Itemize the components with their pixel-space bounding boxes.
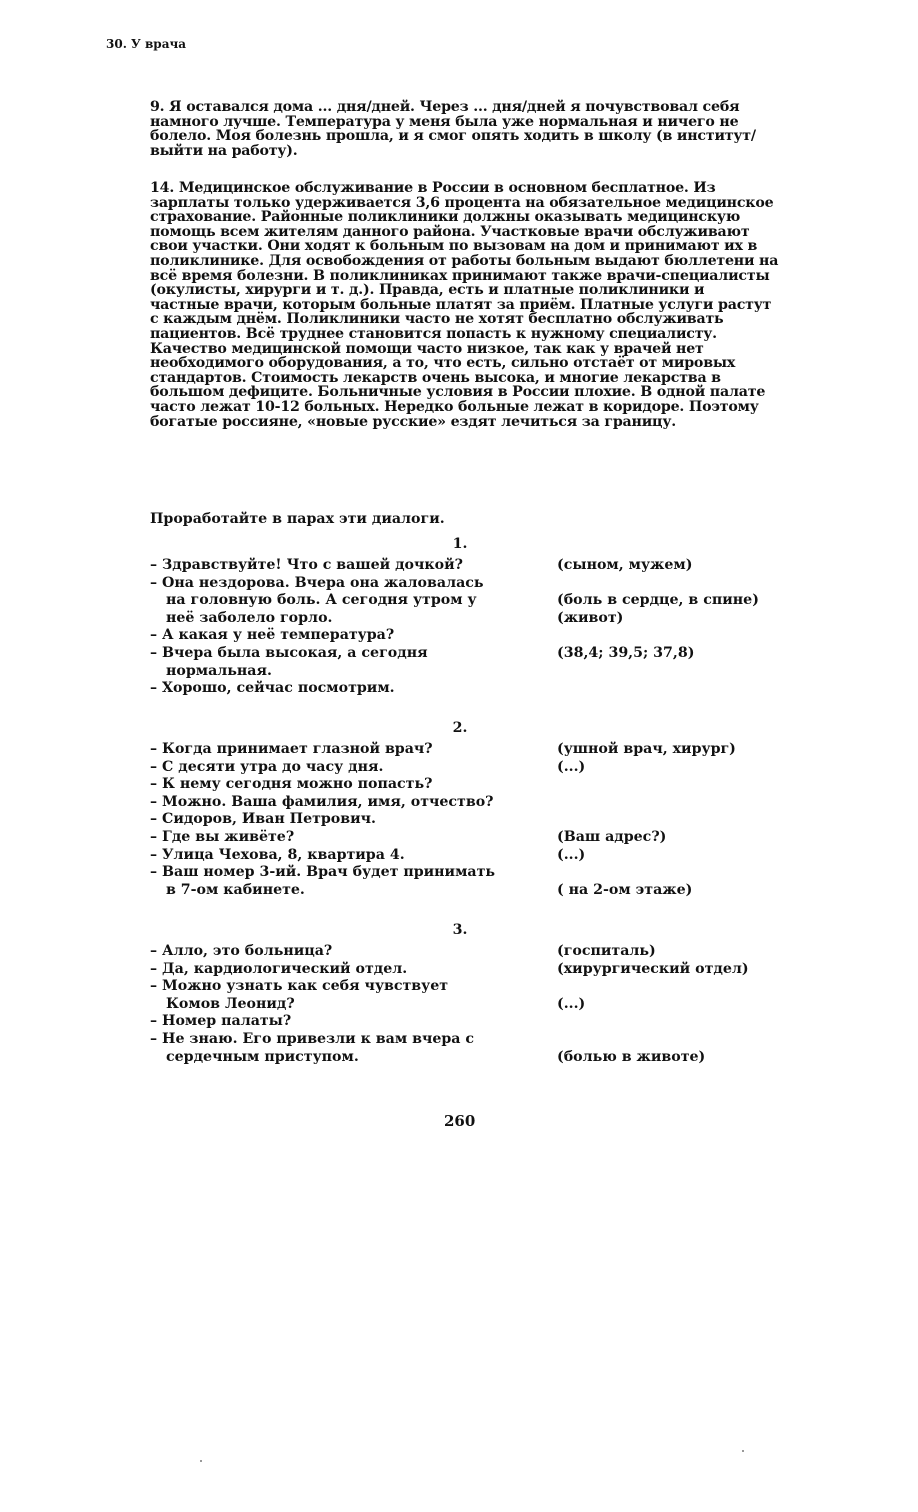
dialog-line: неё заболело горло. [166, 609, 333, 626]
dialog-number: 1. [452, 536, 468, 552]
dialog-line: – Номер палаты? [150, 1013, 292, 1030]
dialog-3 [150, 921, 830, 1066]
substitution-hint: (боль в сердце, в спине) [557, 592, 759, 609]
dialog-row [150, 759, 830, 777]
dialog-row [150, 776, 830, 794]
paragraph-14 [150, 181, 820, 429]
dialog-row [150, 961, 830, 979]
dialog-row [150, 978, 830, 996]
dialog-line: – Она нездорова. Вчера она жаловалась [150, 574, 484, 591]
dialog-number: 2. [452, 720, 468, 736]
dialog-number: 3. [452, 922, 468, 938]
dialog-line: нормальная. [166, 662, 272, 679]
dialog-line: Комов Леонид? [166, 995, 295, 1012]
scan-speck [742, 1450, 744, 1452]
text-line: большом дефиците. Больничные условия в России плохие. В одной палате [150, 384, 766, 401]
text-line: необходимого оборудования, а то, что есть, сильно отстаёт от мировых [150, 355, 736, 372]
substitution-hint [557, 864, 830, 882]
dialog-row [150, 829, 830, 847]
dialog-line: – Улица Чехова, 8, квартира 4. [150, 846, 405, 863]
text-line: поликлинике. Для освобождения от работы больным выдают бюллетени на [150, 252, 779, 269]
dialog-row [150, 557, 830, 575]
dialog-line: – Где вы живёте? [150, 828, 295, 845]
dialog-line: – Не знаю. Его привезли к вам вчера с [150, 1030, 475, 1047]
dialog-line: – Вчера была высокая, а сегодня [150, 644, 428, 661]
text-line: (окулисты, хирурги и т. д.). Правда, есть и платные поликлиники и [150, 282, 705, 299]
substitution-hint [557, 1013, 830, 1031]
text-line: Качество медицинской помощи часто низкое, так как у врачей нет [150, 340, 704, 357]
text-line: богатые россияне, «новые русские» ездят лечиться за границу. [150, 413, 676, 430]
dialog-row [150, 1031, 830, 1049]
substitution-hint [557, 663, 830, 681]
running-header: 30. У врача [106, 37, 187, 51]
text-line: пациентов. Всё труднее становится попасть к нужному специалисту. [150, 325, 717, 342]
text-line: часто лежат 10-12 больных. Нередко больные лежат в коридоре. Поэтому [150, 398, 759, 415]
dialog-row [150, 610, 830, 628]
dialog-line: сердечным приступом. [166, 1048, 359, 1065]
scan-speck [200, 1460, 202, 1462]
dialog-row [150, 575, 830, 593]
dialog-line: – Здравствуйте! Что с вашей дочкой? [150, 557, 463, 573]
dialog-line: – Да, кардиологический отдел. [150, 960, 408, 977]
text-line: помощь всем жителям данного района. Участковые врачи обслуживают [150, 223, 750, 240]
dialog-row [150, 794, 830, 812]
text-line: всё время болезни. В поликлиниках принимают также врачи-специалисты [150, 267, 770, 284]
substitution-hint [557, 1031, 830, 1049]
dialog-row [150, 847, 830, 865]
text-line: намного лучше. Температура у меня была уже нормальная и ничего не [150, 113, 739, 130]
substitution-hint: (...) [557, 846, 586, 863]
substitution-hint [557, 811, 830, 829]
substitution-hint: (хирургический отдел) [557, 960, 749, 977]
substitution-hint: (38,4; 39,5; 37,8) [557, 644, 695, 661]
dialog-row [150, 663, 830, 681]
text-line: свои участки. Они ходят к больным по вызовам на дом и принимают их в [150, 238, 758, 255]
dialog-line: – К нему сегодня можно попасть? [150, 776, 433, 793]
text-line: частные врачи, которым больные платят за приём. Платные услуги растут [150, 296, 772, 313]
text-line: 9. Я оставался дома ... дня/дней. Через ... дня/дней я почувствовал себя [150, 99, 740, 115]
substitution-hint [557, 680, 830, 698]
dialog-row [150, 882, 830, 900]
dialog-instruction: Проработайте в парах эти диалоги. [150, 511, 445, 527]
dialog-row [150, 811, 830, 829]
dialog-line: – С десяти утра до часу дня. [150, 758, 384, 775]
text-line: болело. Моя болезнь прошла, и я смог опять ходить в школу (в институт/ [150, 128, 756, 145]
dialog-line: на головную боль. А сегодня утром у [166, 592, 477, 609]
dialog-line: – Можно узнать как себя чувствует [150, 978, 449, 995]
substitution-hint: ( на 2-ом этаже) [557, 881, 693, 898]
dialog-line: – Ваш номер 3-ий. Врач будет принимать [150, 864, 496, 881]
substitution-hint: (сыном, мужем) [557, 557, 693, 573]
dialog-row [150, 1049, 830, 1067]
dialog-2 [150, 719, 830, 899]
substitution-hint: (...) [557, 758, 586, 775]
paragraph-9 [150, 100, 820, 158]
dialog-line: – Алло, это больница? [150, 943, 333, 959]
dialog-row [150, 680, 830, 698]
dialog-row [150, 996, 830, 1014]
dialog-row [150, 943, 830, 961]
text-line: зарплаты только удерживается 3,6 процента на обязательное медицинское [150, 194, 774, 211]
text-line: 14. Медицинское обслуживание в России в основном бесплатное. Из [150, 180, 716, 196]
substitution-hint: (ушной врач, хирург) [557, 741, 736, 757]
dialog-line: – Сидоров, Иван Петрович. [150, 811, 376, 828]
dialog-row [150, 645, 830, 663]
substitution-hint: (...) [557, 995, 586, 1012]
dialog-line: – Когда принимает глазной врач? [150, 741, 433, 757]
dialog-row [150, 1013, 830, 1031]
dialog-row [150, 741, 830, 759]
substitution-hint [557, 776, 830, 794]
dialog-row [150, 592, 830, 610]
substitution-hint: (Ваш адрес?) [557, 828, 667, 845]
substitution-hint [557, 978, 830, 996]
text-line: стандартов. Стоимость лекарств очень высока, и многие лекарства в [150, 369, 721, 386]
substitution-hint: (болью в животе) [557, 1048, 706, 1065]
page-number: 260 [444, 1112, 476, 1130]
text-line: выйти на работу). [150, 142, 298, 159]
dialog-1 [150, 535, 830, 698]
substitution-hint [557, 575, 830, 593]
substitution-hint: (госпиталь) [557, 943, 656, 959]
text-line: страхование. Районные поликлиники должны оказывать медицинскую [150, 209, 741, 226]
substitution-hint: (живот) [557, 609, 624, 626]
dialog-line: – Хорошо, сейчас посмотрим. [150, 680, 395, 697]
dialog-row [150, 864, 830, 882]
dialog-line: – Можно. Ваша фамилия, имя, отчество? [150, 793, 494, 810]
dialog-row [150, 627, 830, 645]
dialog-line: в 7-ом кабинете. [166, 881, 305, 898]
text-line: с каждым днём. Поликлиники часто не хотят бесплатно обслуживать [150, 311, 724, 328]
substitution-hint [557, 794, 830, 812]
substitution-hint [557, 627, 830, 645]
dialog-line: – А какая у неё температура? [150, 627, 395, 644]
